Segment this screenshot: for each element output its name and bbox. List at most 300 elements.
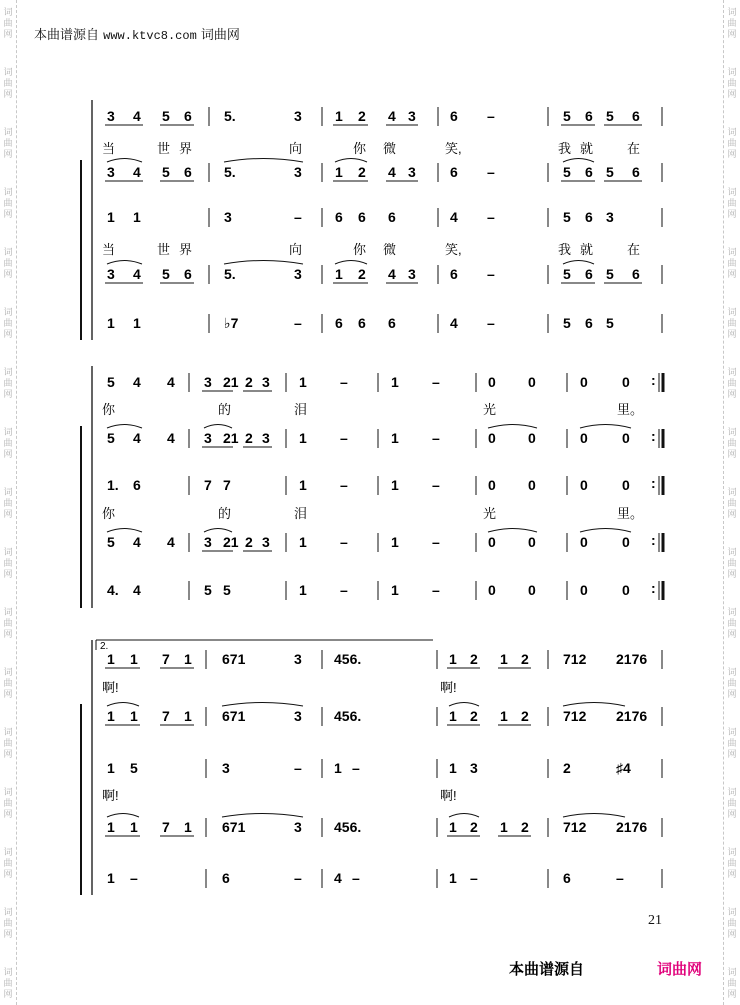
note: 3: [262, 534, 270, 550]
note: 3: [107, 108, 115, 124]
watermark-char: 网: [727, 810, 737, 820]
watermark-char: 曲: [727, 679, 737, 689]
note: 6: [335, 209, 343, 225]
note: –: [352, 760, 360, 776]
slur: [107, 814, 139, 818]
watermark-char: 曲: [727, 739, 737, 749]
watermark-char: 词: [3, 788, 13, 798]
note: 671: [222, 708, 246, 724]
watermark-char: 词: [3, 728, 13, 738]
watermark-char: 曲: [727, 919, 737, 929]
note: 3: [222, 760, 230, 776]
slur: [204, 529, 232, 533]
watermark-char: 网: [3, 870, 13, 880]
note: 2176: [616, 708, 648, 724]
note: 5: [606, 164, 614, 180]
note: 3: [294, 164, 302, 180]
slur: [107, 703, 139, 707]
note: 1: [299, 374, 307, 390]
note: 1: [391, 430, 399, 446]
watermark-char: 网: [727, 30, 737, 40]
slur: [488, 425, 537, 429]
watermark-char: 网: [3, 810, 13, 820]
slur: [107, 425, 142, 429]
note: –: [432, 534, 440, 550]
note: 1: [299, 477, 307, 493]
note: 5: [606, 266, 614, 282]
note: 1: [449, 651, 457, 667]
lyric-syllable: 我: [558, 242, 572, 257]
note: 1: [184, 651, 192, 667]
note: 0: [488, 430, 496, 446]
watermark-char: 网: [727, 90, 737, 100]
note: 1: [184, 708, 192, 724]
note: 1: [500, 708, 508, 724]
watermark-char: 网: [3, 630, 13, 640]
watermark-char: 词: [3, 308, 13, 318]
note: 7: [162, 819, 170, 835]
watermark-char: 词: [727, 368, 737, 378]
note: –: [432, 477, 440, 493]
note: 7: [223, 477, 231, 493]
watermark-char: 词: [3, 68, 13, 78]
note: 6: [184, 266, 192, 282]
watermark-char: 词: [727, 248, 737, 258]
watermark-char: 词: [727, 788, 737, 798]
note: 4: [388, 266, 396, 282]
watermark-char: 词: [3, 128, 13, 138]
watermark-char: 词: [3, 848, 13, 858]
watermark-char: 曲: [3, 319, 13, 329]
note: 0: [580, 374, 588, 390]
watermark-char: 网: [3, 510, 13, 520]
note: 0: [622, 477, 630, 493]
note: 3: [294, 108, 302, 124]
watermark-char: 词: [3, 428, 13, 438]
watermark-char: 词: [3, 248, 13, 258]
note: 4: [388, 164, 396, 180]
note: 4: [167, 534, 175, 550]
note: 0: [488, 534, 496, 550]
watermark-char: 词: [727, 608, 737, 618]
lyric-syllable: 向: [289, 141, 303, 156]
repeat-dots: :: [651, 372, 656, 388]
slur: [563, 159, 594, 163]
note: 1: [391, 582, 399, 598]
note: 1: [184, 819, 192, 835]
note: 1: [335, 164, 343, 180]
note: 21: [223, 430, 239, 446]
repeat-dots: :: [651, 532, 656, 548]
watermark-char: 曲: [3, 619, 13, 629]
watermark-char: 网: [727, 330, 737, 340]
note: 1: [107, 708, 115, 724]
note: 5: [107, 374, 115, 390]
slur: [222, 814, 303, 818]
note: 0: [488, 477, 496, 493]
watermark-char: 词: [727, 8, 737, 18]
watermark-char: 网: [3, 30, 13, 40]
header-url[interactable]: www.ktvc8.com: [103, 29, 197, 43]
lyric-syllable: 啊!: [440, 680, 457, 695]
note: 5: [162, 164, 170, 180]
note: 5: [204, 582, 212, 598]
lyric-syllable: 就: [580, 141, 594, 156]
watermark-char: 词: [727, 188, 737, 198]
note: 6: [585, 266, 593, 282]
note: 6: [222, 870, 230, 886]
slur: [449, 814, 479, 818]
note: 1: [449, 819, 457, 835]
watermark-char: 网: [3, 270, 13, 280]
lyric-syllable: 泪: [294, 402, 308, 417]
note: 3: [408, 164, 416, 180]
note: –: [130, 870, 138, 886]
note: 6: [450, 108, 458, 124]
watermark-char: 曲: [3, 919, 13, 929]
watermark-char: 曲: [727, 139, 737, 149]
watermark-char: 网: [727, 210, 737, 220]
note: 1: [133, 209, 141, 225]
note: 1: [449, 870, 457, 886]
note: 2: [358, 164, 366, 180]
watermark-char: 曲: [3, 979, 13, 989]
note: 456.: [334, 651, 362, 667]
note: –: [340, 477, 348, 493]
note: 6: [388, 209, 396, 225]
watermark-char: 网: [727, 150, 737, 160]
watermark-char: 词: [3, 548, 13, 558]
note: –: [294, 315, 302, 331]
note: 3: [107, 164, 115, 180]
lyric-syllable: 世: [157, 242, 171, 257]
watermark-char: 曲: [3, 499, 13, 509]
watermark-char: 词: [727, 548, 737, 558]
note: 7: [204, 477, 212, 493]
lyric-syllable: 当: [102, 141, 116, 156]
watermark-char: 网: [727, 570, 737, 580]
note: 3: [408, 266, 416, 282]
note: 0: [528, 374, 536, 390]
note: 7: [162, 651, 170, 667]
lyric-syllable: 你: [353, 242, 367, 257]
note: 4: [133, 164, 141, 180]
note: 1: [335, 266, 343, 282]
note: 5: [162, 108, 170, 124]
note: 4: [388, 108, 396, 124]
note: 5: [563, 108, 571, 124]
note: 0: [528, 430, 536, 446]
lyric-syllable: 界: [179, 242, 193, 257]
note: 5: [223, 582, 231, 598]
note: 2: [563, 760, 571, 776]
slur: [563, 703, 625, 707]
note: 3: [470, 760, 478, 776]
watermark-char: 曲: [3, 19, 13, 29]
note: –: [340, 582, 348, 598]
slur: [449, 703, 479, 707]
watermark-char: 词: [727, 968, 737, 978]
note: 712: [563, 708, 587, 724]
note: 1: [299, 430, 307, 446]
watermark-char: 网: [727, 510, 737, 520]
note: 1: [107, 651, 115, 667]
watermark-char: 词: [3, 8, 13, 18]
repeat-dots: :: [651, 428, 656, 444]
note: 6: [184, 108, 192, 124]
note: 2: [470, 651, 478, 667]
note: 5.: [224, 266, 236, 282]
repeat-dots: :: [651, 475, 656, 491]
note: 6: [585, 315, 593, 331]
lyric-syllable: 啊!: [102, 680, 119, 695]
note: 0: [528, 477, 536, 493]
note: 1: [500, 819, 508, 835]
note: 1: [500, 651, 508, 667]
watermark-char: 曲: [727, 859, 737, 869]
note: 6: [563, 870, 571, 886]
slur: [204, 425, 232, 429]
note: 5: [162, 266, 170, 282]
lyric-syllable: 在: [627, 141, 641, 156]
watermark-char: 网: [727, 990, 737, 1000]
note: ♯4: [616, 760, 631, 776]
note: 7: [162, 708, 170, 724]
watermark-char: 词: [727, 668, 737, 678]
note: 0: [488, 582, 496, 598]
note: 671: [222, 819, 246, 835]
watermark-char: 曲: [3, 199, 13, 209]
watermark-char: 词: [3, 488, 13, 498]
note: 3: [294, 266, 302, 282]
note: 6: [358, 315, 366, 331]
lyric-syllable: 泪: [294, 506, 308, 521]
watermark-char: 词: [727, 848, 737, 858]
watermark-char: 曲: [727, 499, 737, 509]
note: 2: [470, 819, 478, 835]
note: 3: [294, 651, 302, 667]
note: –: [432, 374, 440, 390]
note: 6: [585, 209, 593, 225]
note: 6: [632, 164, 640, 180]
note: 0: [622, 374, 630, 390]
watermark-char: 曲: [3, 439, 13, 449]
watermark-char: 曲: [727, 259, 737, 269]
lyric-syllable: 啊!: [102, 788, 119, 803]
note: 5: [107, 534, 115, 550]
note: 456.: [334, 708, 362, 724]
note: –: [616, 870, 624, 886]
note: –: [487, 108, 495, 124]
note: 712: [563, 651, 587, 667]
lyric-syllable: 当: [102, 242, 116, 257]
note: ♭7: [224, 315, 239, 331]
watermark-char: 词: [3, 668, 13, 678]
note: 2176: [616, 651, 648, 667]
lyric-syllable: 你: [102, 402, 116, 417]
note: 6: [585, 108, 593, 124]
note: 3: [204, 374, 212, 390]
watermark-char: 曲: [3, 79, 13, 89]
note: 0: [488, 374, 496, 390]
watermark-char: 网: [3, 390, 13, 400]
note: 671: [222, 651, 246, 667]
note: 5: [563, 209, 571, 225]
watermark-char: 网: [727, 630, 737, 640]
note: 1: [130, 819, 138, 835]
header-site-name: 词曲网: [200, 28, 240, 43]
watermark-char: 词: [727, 488, 737, 498]
watermark-char: 曲: [727, 559, 737, 569]
note: 6: [358, 209, 366, 225]
watermark-char: 网: [727, 270, 737, 280]
note: 4: [334, 870, 342, 886]
watermark-char: 曲: [3, 139, 13, 149]
watermark-char: 网: [3, 750, 13, 760]
watermark-char: 曲: [3, 379, 13, 389]
watermark-char: 词: [3, 608, 13, 618]
slur: [335, 261, 367, 265]
note: 712: [563, 819, 587, 835]
note: 0: [622, 582, 630, 598]
note: 4: [450, 315, 458, 331]
note: 2: [470, 708, 478, 724]
slur: [563, 814, 625, 818]
note: 5: [563, 315, 571, 331]
note: 1: [334, 760, 342, 776]
note: –: [487, 209, 495, 225]
watermark-char: 网: [727, 390, 737, 400]
note: –: [294, 760, 302, 776]
slur: [580, 529, 631, 533]
watermark-char: 曲: [3, 559, 13, 569]
note: 3: [408, 108, 416, 124]
note: 6: [335, 315, 343, 331]
note: 2: [245, 534, 253, 550]
note: 6: [450, 266, 458, 282]
note: –: [340, 374, 348, 390]
watermark-char: 网: [3, 690, 13, 700]
note: 3: [262, 374, 270, 390]
note: 4: [450, 209, 458, 225]
note: 6: [632, 108, 640, 124]
lyric-syllable: 笑,: [445, 242, 462, 257]
watermark-char: 曲: [727, 319, 737, 329]
note: –: [340, 430, 348, 446]
note: 1: [449, 760, 457, 776]
note: –: [470, 870, 478, 886]
note: 1: [130, 651, 138, 667]
note: –: [340, 534, 348, 550]
note: 6: [388, 315, 396, 331]
note: 1: [391, 534, 399, 550]
note: 1: [391, 374, 399, 390]
note: 6: [585, 164, 593, 180]
note: 1: [107, 209, 115, 225]
note: 1: [391, 477, 399, 493]
note: 5.: [224, 164, 236, 180]
note: 4: [133, 430, 141, 446]
slur: [107, 159, 142, 163]
note: 5: [606, 315, 614, 331]
lyric-syllable: 向: [289, 242, 303, 257]
slur: [563, 261, 594, 265]
lyric-syllable: 微: [383, 141, 397, 156]
slur: [580, 425, 631, 429]
page-number: 21: [648, 913, 662, 928]
note: 0: [622, 534, 630, 550]
watermark-char: 曲: [727, 19, 737, 29]
watermark-char: 曲: [727, 799, 737, 809]
watermark-char: 曲: [3, 679, 13, 689]
note: 456.: [334, 819, 362, 835]
watermark-char: 曲: [3, 259, 13, 269]
lyric-syllable: 里。: [617, 506, 644, 521]
watermark-char: 词: [727, 128, 737, 138]
lyric-syllable: 你: [353, 141, 367, 156]
lyric-syllable: 界: [179, 141, 193, 156]
note: 2: [521, 651, 529, 667]
watermark-char: 网: [3, 210, 13, 220]
note: –: [294, 870, 302, 886]
slur: [224, 261, 303, 265]
watermark-char: 词: [3, 188, 13, 198]
lyric-syllable: 笑,: [445, 141, 462, 156]
note: 21: [223, 374, 239, 390]
note: 2: [245, 430, 253, 446]
note: 2176: [616, 819, 648, 835]
note: 4: [167, 374, 175, 390]
watermark-char: 词: [727, 308, 737, 318]
note: –: [487, 164, 495, 180]
slur: [488, 529, 537, 533]
watermark-char: 词: [3, 968, 13, 978]
note: 1: [107, 870, 115, 886]
note: 3: [204, 534, 212, 550]
note: –: [432, 582, 440, 598]
note: 2: [521, 708, 529, 724]
note: 1.: [107, 477, 119, 493]
lyric-syllable: 啊!: [440, 788, 457, 803]
watermark-char: 网: [727, 870, 737, 880]
note: 5: [563, 164, 571, 180]
slur: [222, 703, 303, 707]
note: 6: [632, 266, 640, 282]
note: 3: [204, 430, 212, 446]
note: –: [294, 209, 302, 225]
lyric-syllable: 世: [157, 141, 171, 156]
note: 2: [521, 819, 529, 835]
note: 6: [450, 164, 458, 180]
watermark-char: 网: [3, 570, 13, 580]
lyric-syllable: 光: [483, 402, 497, 417]
watermark-char: 网: [3, 450, 13, 460]
watermark-char: 曲: [3, 859, 13, 869]
note: 0: [622, 430, 630, 446]
watermark-char: 网: [3, 330, 13, 340]
note: 5: [606, 108, 614, 124]
note: 1: [130, 708, 138, 724]
note: 4: [133, 266, 141, 282]
note: 5.: [224, 108, 236, 124]
footer-site-name[interactable]: 词曲网: [657, 960, 703, 978]
watermark-char: 网: [727, 690, 737, 700]
lyric-syllable: 光: [483, 506, 497, 521]
lyric-syllable: 你: [102, 506, 116, 521]
watermark-char: 词: [3, 908, 13, 918]
lyric-syllable: 的: [218, 506, 232, 521]
note: 5: [563, 266, 571, 282]
